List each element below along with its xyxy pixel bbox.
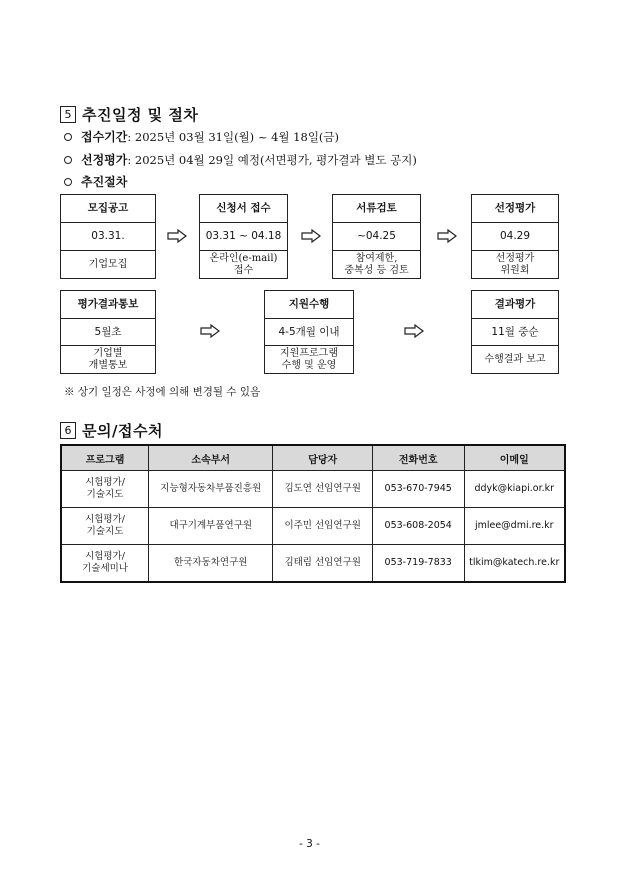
bullet-application-period	[64, 128, 339, 145]
department-cell: 한국자동차연구원	[149, 545, 273, 583]
process-box-final-evaluation	[471, 290, 559, 374]
arrow-right-icon	[437, 229, 457, 243]
column-header: 이메일	[464, 445, 565, 471]
process-title: 결과평가	[494, 298, 536, 311]
arrow-right-icon	[167, 229, 187, 243]
email-cell: ddyk@kiapi.or.kr	[464, 471, 565, 508]
process-desc: 수행결과 보고	[472, 345, 558, 373]
bullet-text: : 2025년 04월 29일 예정(서면평가, 평가결과 별도 공지)	[127, 152, 417, 167]
section-number: 5	[60, 106, 76, 123]
circle-bullet-icon	[64, 156, 72, 164]
section-number: 6	[60, 422, 76, 439]
process-desc: 온라인(e-mail) 접수	[200, 250, 287, 278]
bullet-label: 추진절차	[81, 175, 128, 189]
contact-person-cell: 김도연 선임연구원	[273, 471, 372, 508]
program-cell: 시험평가/ 기술세미나	[61, 545, 149, 583]
process-desc: 기업모집	[61, 250, 155, 278]
process-title: 지원수행	[288, 298, 330, 311]
section-5-heading	[60, 104, 198, 125]
process-title: 평가결과통보	[77, 298, 139, 311]
process-title: 선정평가	[494, 202, 536, 215]
process-date: ~04.25	[333, 222, 420, 250]
process-box-document-review	[332, 194, 421, 279]
column-header: 담당자	[273, 445, 372, 471]
process-desc: 선정평가 위원회	[472, 250, 558, 278]
email-cell: jmlee@dmi.re.kr	[464, 508, 565, 545]
table-row	[61, 471, 565, 508]
process-box-application	[199, 194, 288, 279]
table-row	[61, 545, 565, 583]
program-cell: 시험평가/ 기술지도	[61, 471, 149, 508]
circle-bullet-icon	[64, 178, 72, 186]
column-header: 소속부서	[149, 445, 273, 471]
bullet-label: 선정평가	[81, 153, 128, 167]
process-box-support	[264, 290, 354, 374]
section-title: 추진일정 및 절차	[82, 106, 199, 124]
process-title: 서류검토	[356, 202, 397, 215]
schedule-note: ※ 상기 일정은 사정에 의해 변경될 수 있음	[64, 386, 261, 398]
page-number: - 3 -	[299, 838, 320, 850]
phone-cell: 053-670-7945	[372, 471, 464, 508]
section-6-heading	[60, 420, 163, 441]
department-cell: 지능형자동차부품진흥원	[149, 471, 273, 508]
bullet-selection-evaluation	[64, 151, 417, 168]
arrow-right-icon	[301, 229, 321, 243]
phone-cell: 053-608-2054	[372, 508, 464, 545]
section-title: 문의/접수처	[82, 422, 163, 440]
contact-person-cell: 김태림 선임연구원	[273, 545, 372, 583]
table-header-row	[61, 445, 565, 471]
bullet-procedure	[64, 173, 127, 190]
email-cell: tlkim@katech.re.kr	[464, 545, 565, 583]
program-cell: 시험평가/ 기술지도	[61, 508, 149, 545]
table-row	[61, 508, 565, 545]
contact-table	[60, 444, 566, 583]
process-date: 5월초	[61, 318, 155, 346]
process-title: 신청서 접수	[216, 202, 271, 215]
process-date: 03.31.	[61, 222, 155, 250]
process-box-result-notice	[60, 290, 156, 374]
bullet-label: 접수기간	[81, 130, 128, 144]
process-date: 11월 중순	[472, 318, 558, 346]
process-date: 04.29	[472, 222, 558, 250]
contact-person-cell: 이주민 선임연구원	[273, 508, 372, 545]
arrow-right-icon	[200, 324, 220, 338]
process-desc: 참여제한, 중복성 등 검토	[333, 250, 420, 278]
bullet-text: : 2025년 03월 31일(월) ~ 4월 18일(금)	[127, 129, 340, 144]
arrow-right-icon	[404, 324, 424, 338]
process-desc: 지원프로그램 수행 및 운영	[265, 345, 353, 373]
process-date: 4-5개월 이내	[265, 318, 353, 346]
process-desc: 기업별 개별통보	[61, 345, 155, 373]
process-box-recruit	[60, 194, 156, 279]
department-cell: 대구기계부품연구원	[149, 508, 273, 545]
process-title: 모집공고	[87, 202, 129, 215]
phone-cell: 053-719-7833	[372, 545, 464, 583]
process-date: 03.31 ~ 04.18	[200, 222, 287, 250]
column-header: 프로그램	[61, 445, 149, 471]
process-box-selection	[471, 194, 559, 279]
circle-bullet-icon	[64, 133, 72, 141]
column-header: 전화번호	[372, 445, 464, 471]
